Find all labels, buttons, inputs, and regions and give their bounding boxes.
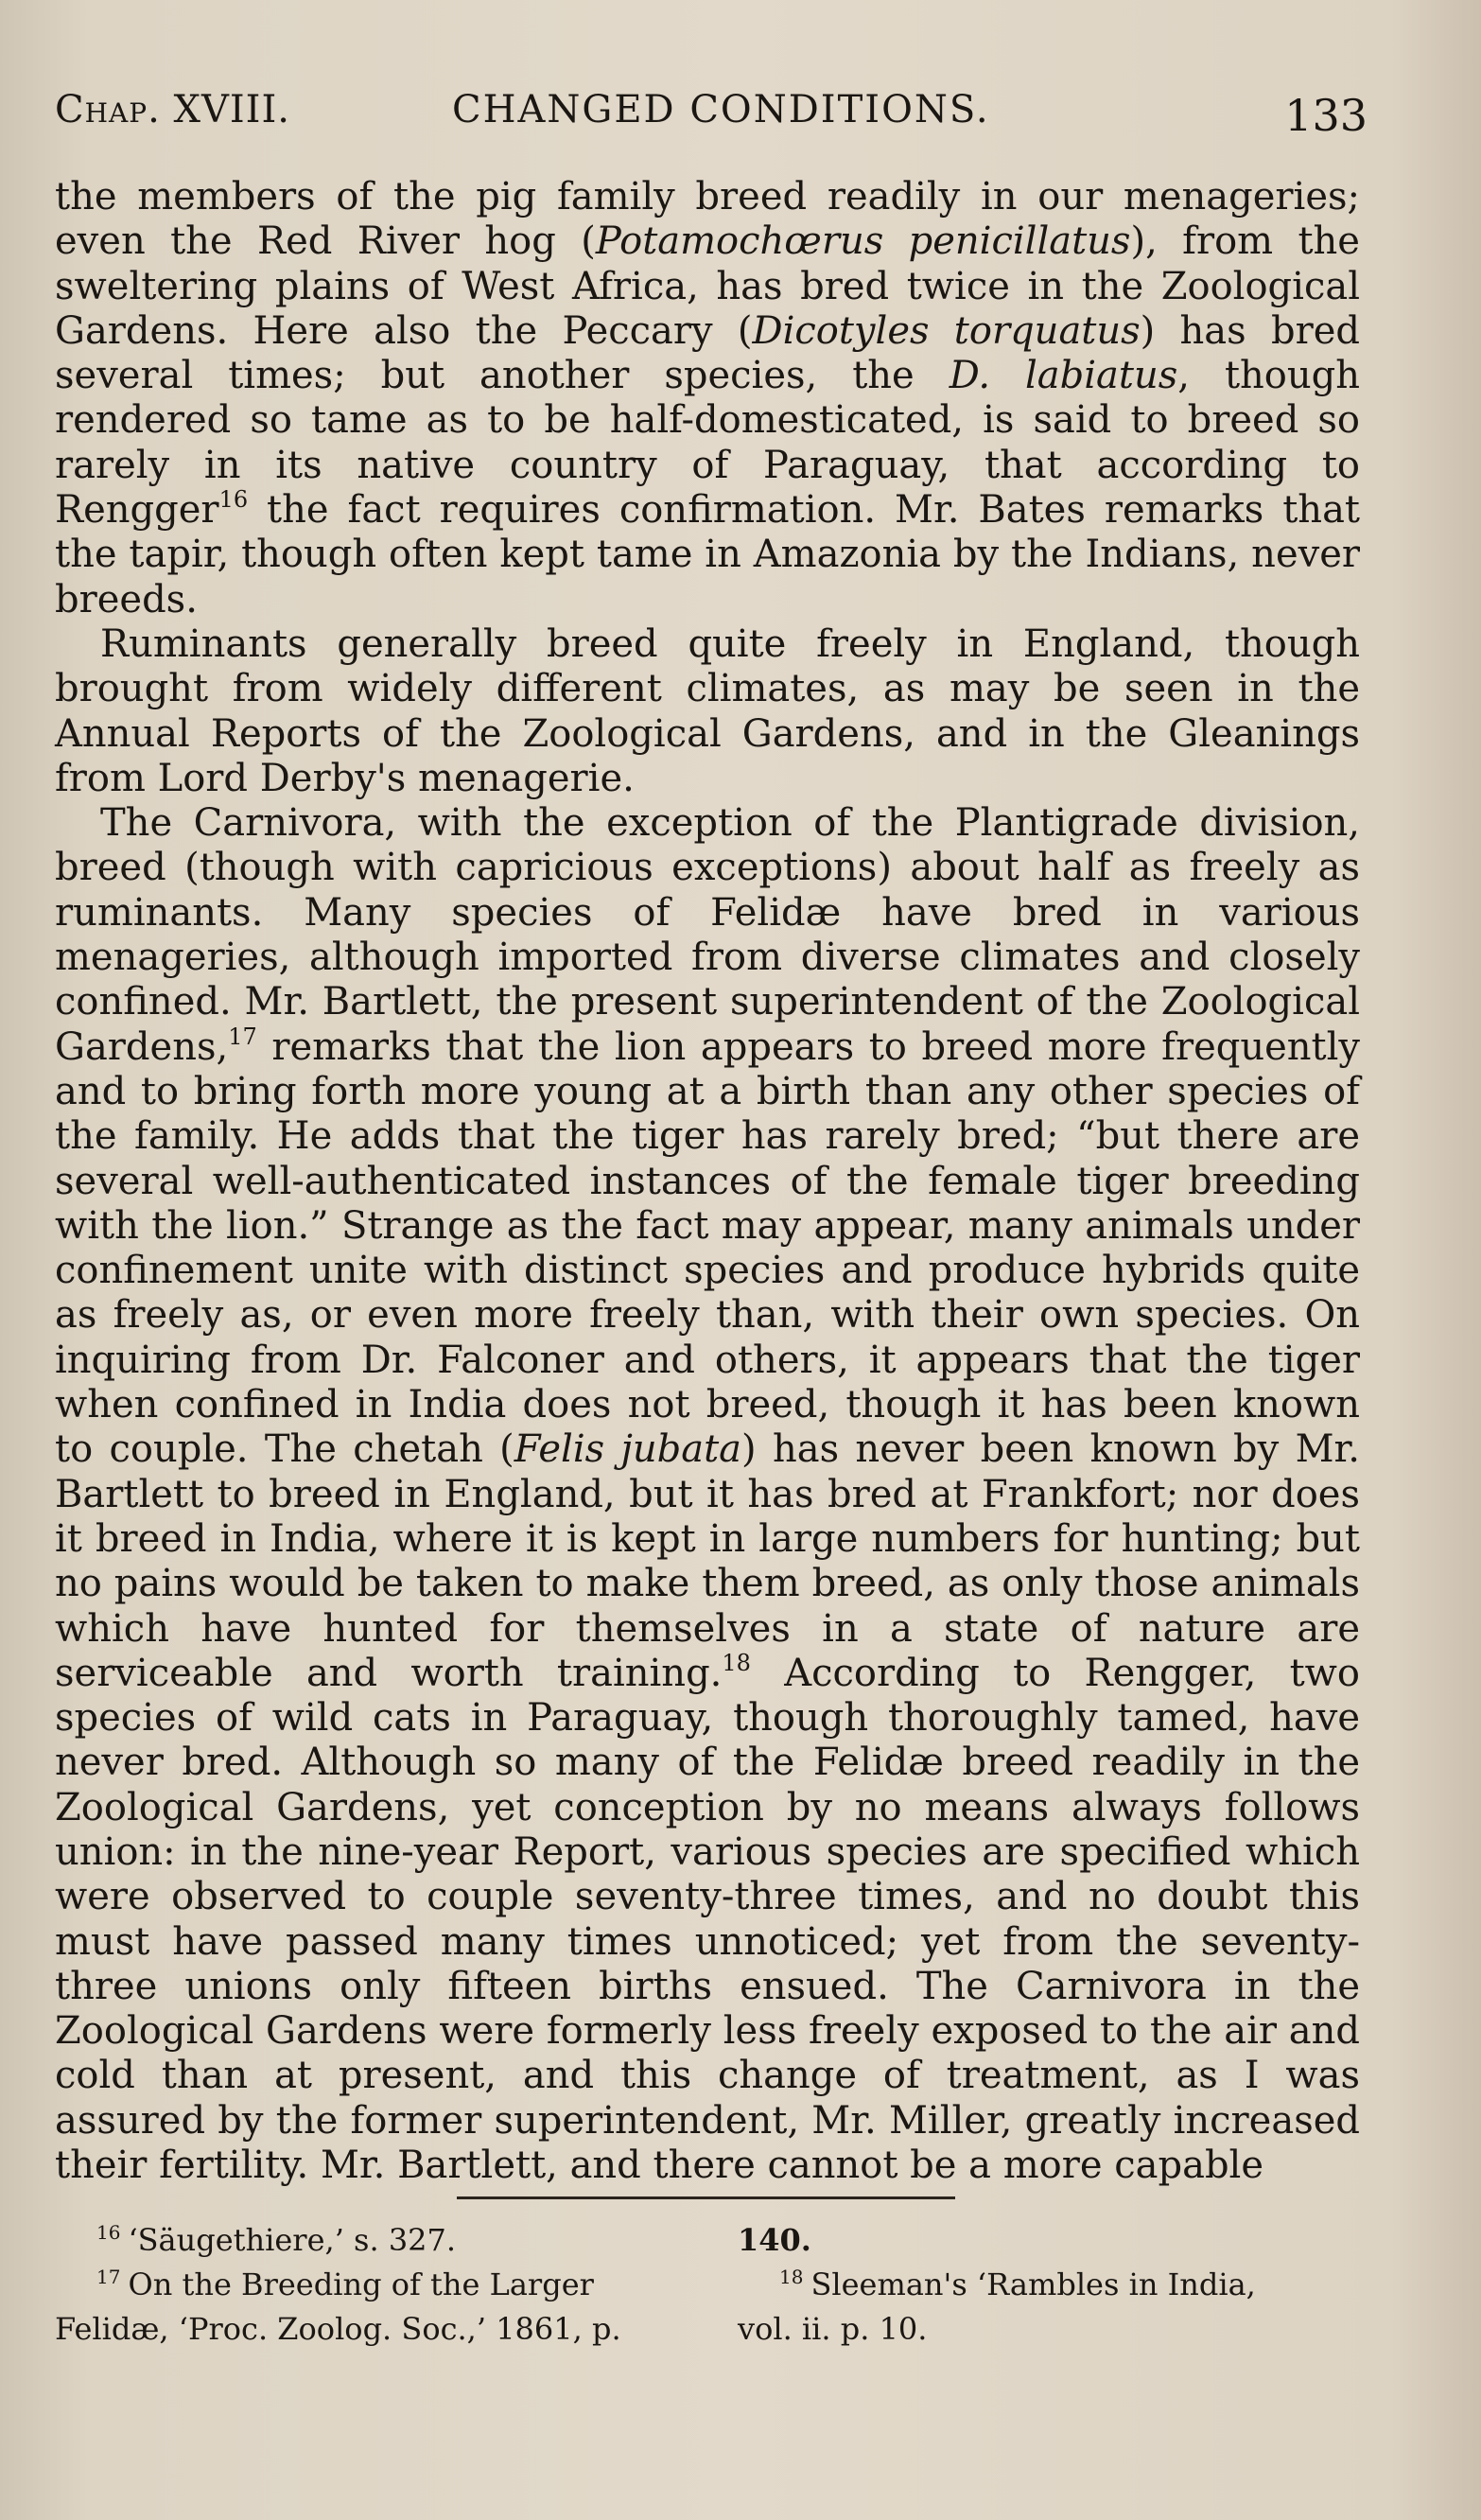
running-header [55, 80, 1368, 147]
text-run: According to Rengger, two species of wild cats in Paraguay, though thoroughly tamed, have never bred. Although so many of the Felidæ breed readily in the Zoological Gardens, yet conception by no means always follows union: in the nine-year Report, various species are specified which were observed to couple seventy-three times, and no doubt this must have passed many times unnoticed; yet from the seventy-three unions only fifteen births ensued. The Carnivora in the Zoological Gardens were formerly less freely exposed to the air and cold than at present, and this change of treatment, as I was assured by the former superintendent, Mr. Miller, greatly increased their fertility. Mr. Bartlett, and there cannot be a more capable [55, 1651, 1361, 2188]
text-run: the fact requires confirmation. Mr. Bates remarks that the tapir, though often kept tame in Amazonia by the Indians, never breeds. [55, 488, 1360, 621]
footnote-rule [457, 2196, 955, 2199]
italic-term: Felis jubata [514, 1427, 742, 1472]
footnote-18-line1: Sleeman's ‘Rambles in India, [810, 2266, 1256, 2302]
text-run: Ruminants generally breed quite freely in England, though brought from widely different climates, as may be seen in the Annual Reports of the Zoological Gardens, and in the Gleanings from Lord Derby's menagerie. [55, 621, 1360, 800]
text-run: ) has never been known by Mr. Bartlett to breed in England, but it has bred at Frankfort; nor does it breed in India, where it is kept in large numbers for hunting; but no pains would be taken to make them breed, as only those animals which have hunted for themselves in a state of nature are serviceable and worth training. [55, 1427, 1360, 1695]
footnote-17-line1: On the Breeding of the Larger [128, 2266, 594, 2302]
text-run: ), from the sweltering plains of West Africa, has bred twice in the Zoological Gardens. Here also the Peccary ( [55, 219, 1360, 353]
footnote-ref: 18 [722, 1649, 751, 1676]
footnote-16-text: ‘Säugethiere,’ s. 327. [128, 2222, 457, 2258]
footnote-18-line2: vol. ii. p. 10. [738, 2311, 928, 2347]
text-run: the members of the pig family breed readily in our menageries; even the Red River hog ( [55, 175, 1360, 264]
footnote-ref: 17 [228, 1023, 257, 1050]
paragraph-2 [55, 622, 1360, 801]
text-run: ) has bred several times; but another species, the [55, 308, 1360, 398]
footnote-16-number: 16 [96, 2221, 121, 2244]
footnotes-left-column [55, 2218, 698, 2352]
footnote-17-continuation: 140. [738, 2222, 811, 2258]
footnote-17 [55, 2263, 698, 2307]
footnote-17-number: 17 [96, 2266, 121, 2288]
italic-term: Potamochœrus penicillatus [595, 219, 1131, 264]
running-title: CHANGED CONDITIONS. [452, 88, 990, 131]
page-number: 133 [1284, 90, 1368, 141]
footnote-18 [738, 2263, 1362, 2307]
footnote-ref: 16 [218, 486, 249, 514]
chapter-label: Chap. XVIII. [55, 88, 290, 131]
footnote-16 [55, 2218, 698, 2263]
paragraph-3 [55, 801, 1360, 2188]
paragraph-1 [55, 175, 1360, 622]
text-run: remarks that the lion appears to breed more frequently and to bring forth more young at a birth than any other species of the family. He adds that the tiger has rarely bred; “but there are several well-authenticated instances of the female tiger breeding with the lion.” Strange as the fact may appear, many animals under confinement unite with distinct species and produce hybrids quite as freely as, or even more freely than, with their own species. On inquiring from Dr. Falconer and others, it appears that the tiger when confined in India does not breed, though it has been known to couple. The chetah ( [55, 1024, 1360, 1472]
text-run: , though rendered so tame as to be half-domesticated, is said to breed so rarely in its native country of Paraguay, that according to Rengger [55, 354, 1360, 533]
footnote-17-line2: Felidæ, ‘Proc. Zoolog. Soc.,’ 1861, p. [55, 2311, 621, 2347]
italic-term: Dicotyles torquatus [752, 308, 1141, 353]
body-text [55, 175, 1360, 2188]
italic-term: D. labiatus [949, 354, 1178, 398]
footnotes-right-column [738, 2218, 1362, 2352]
footnote-18-number: 18 [779, 2266, 804, 2288]
text-run: The Carnivora, with the exception of the Plantigrade division, breed (though with capricious exceptions) about half as freely as ruminants. Many species of Felidæ have bred in various menageries, although imported from diverse climates and closely confined. Mr. Bartlett, the present superintendent of the Zoological Gardens, [55, 801, 1360, 1069]
